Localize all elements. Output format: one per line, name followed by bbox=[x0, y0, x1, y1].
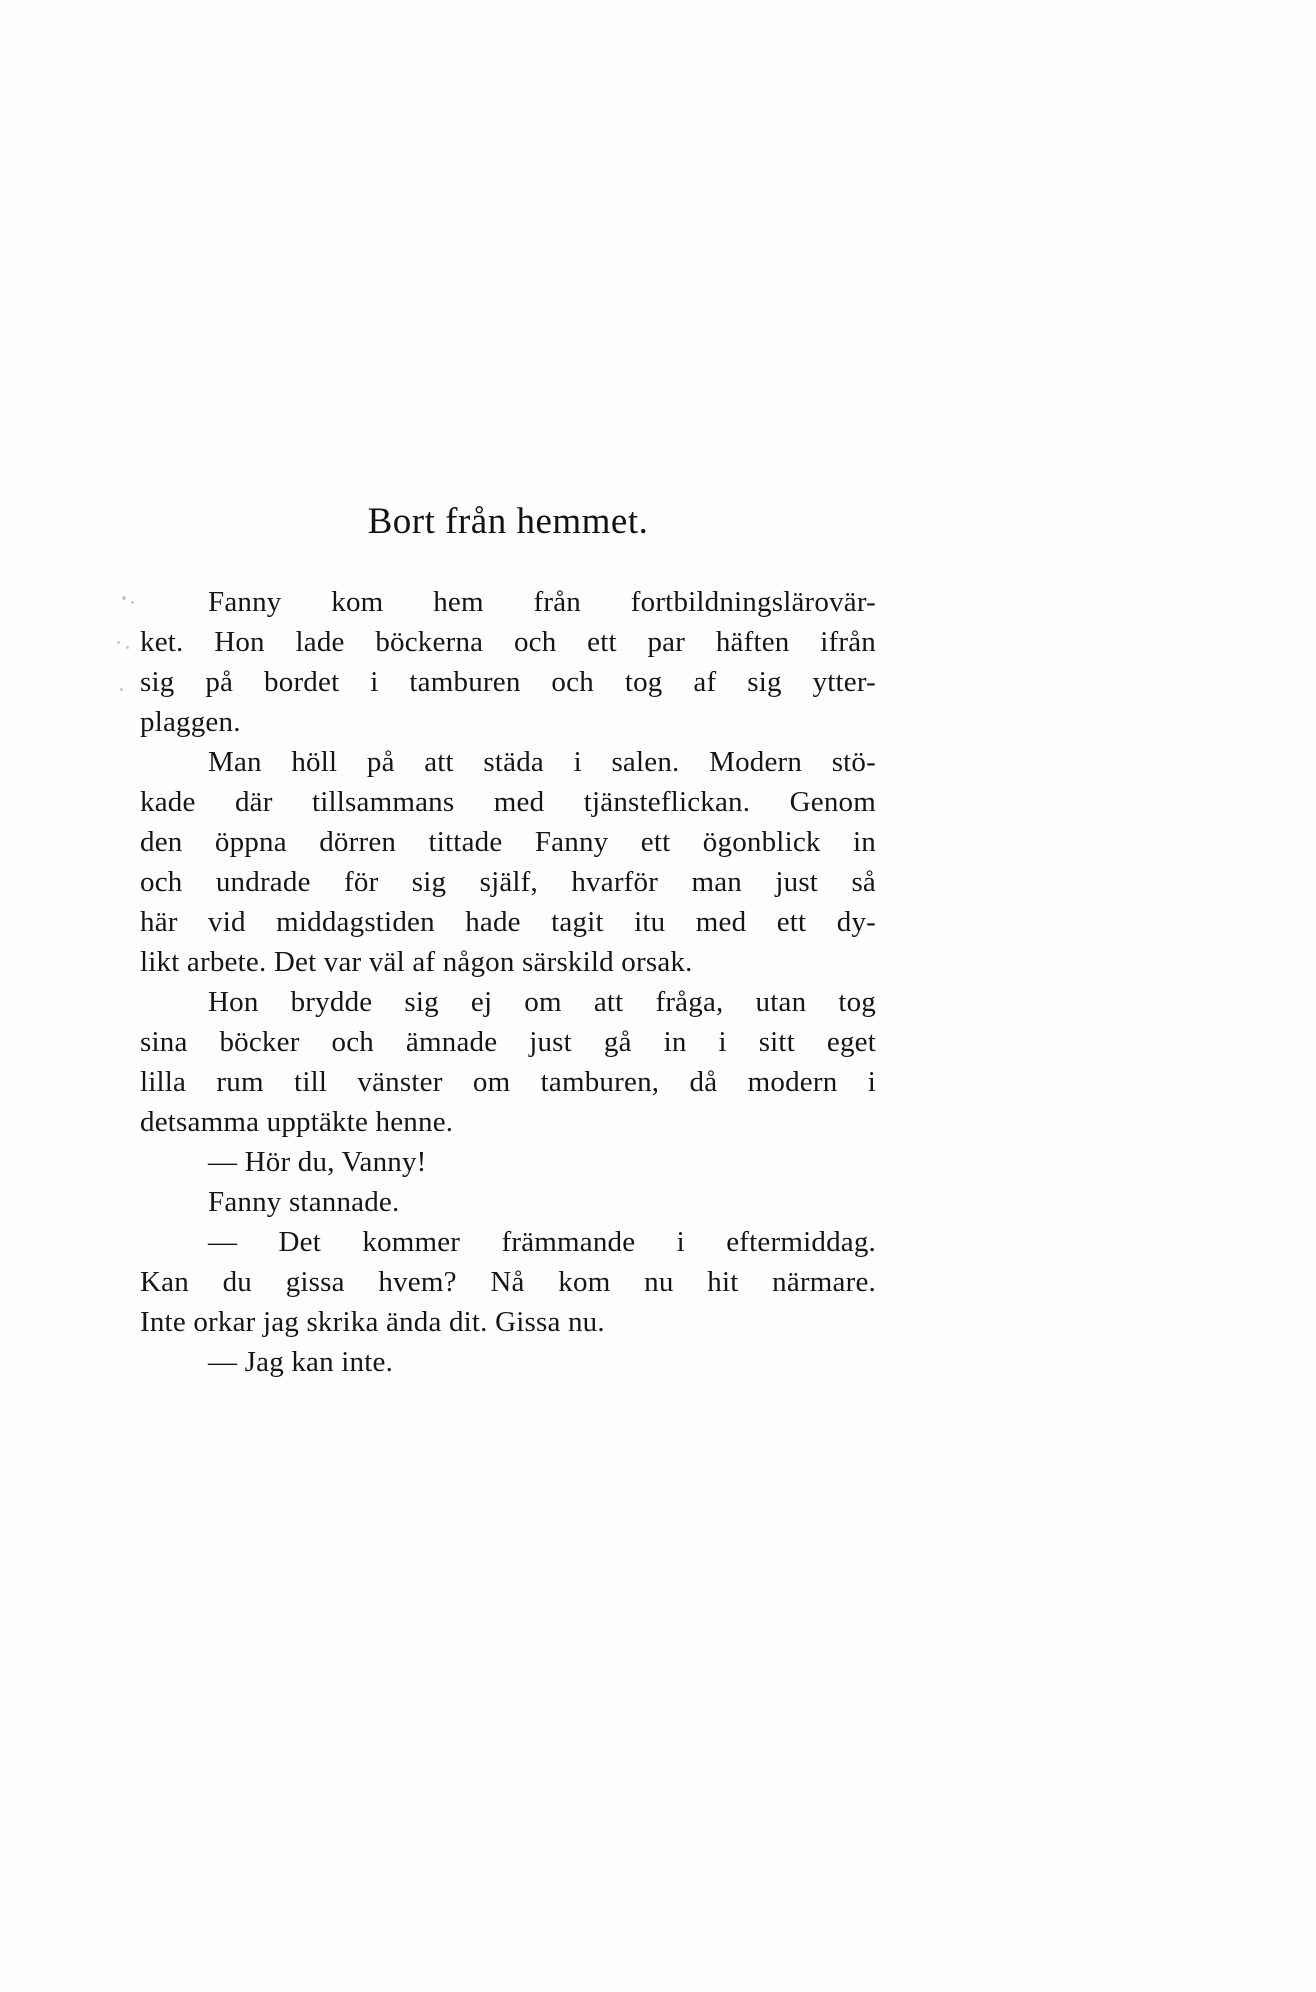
paragraph bbox=[140, 582, 876, 742]
text-line: — Det kommer främmande i eftermiddag. bbox=[208, 1226, 876, 1258]
text-line: — Jag kan inte. bbox=[208, 1346, 394, 1378]
text-line: Hon brydde sig ej om att fråga, utan tog bbox=[208, 986, 876, 1018]
scan-speck-icon bbox=[120, 688, 123, 691]
paragraphs-container bbox=[140, 582, 876, 1382]
paragraph bbox=[140, 1222, 876, 1342]
text-line: och undrade för sig själf, hvarför man just så bbox=[140, 866, 876, 898]
paragraph bbox=[140, 1142, 876, 1182]
text-line: Inte orkar jag skrika ända dit. Gissa nu. bbox=[140, 1306, 605, 1338]
paragraph bbox=[140, 982, 876, 1142]
scan-speck-icon bbox=[131, 601, 134, 604]
text-line: sig på bordet i tamburen och tog af sig ytter- bbox=[140, 666, 876, 698]
scan-speck-icon bbox=[122, 596, 126, 600]
text-line: här vid middagstiden hade tagit itu med ett dy- bbox=[140, 906, 876, 938]
text-line: — Hör du, Vanny! bbox=[208, 1146, 427, 1178]
paragraph bbox=[140, 1182, 876, 1222]
text-line: detsamma upptäkte henne. bbox=[140, 1106, 454, 1138]
scan-speck-icon bbox=[126, 646, 129, 649]
text-line: kade där tillsammans med tjänsteflickan. Genom bbox=[140, 786, 876, 818]
text-line: Man höll på att städa i salen. Modern stö- bbox=[208, 746, 876, 778]
scan-speck-icon bbox=[117, 641, 120, 644]
text-line: ket. Hon lade böckerna och ett par häften ifrån bbox=[140, 626, 876, 658]
text-line: den öppna dörren tittade Fanny ett ögonblick in bbox=[140, 826, 876, 858]
paragraph bbox=[140, 1342, 876, 1382]
text-line: likt arbete. Det var väl af någon särskild orsak. bbox=[140, 946, 693, 978]
text-line: sina böcker och ämnade just gå in i sitt eget bbox=[140, 1026, 876, 1058]
text-line: plaggen. bbox=[140, 706, 241, 738]
text-line: Kan du gissa hvem? Nå kom nu hit närmare. bbox=[140, 1266, 876, 1298]
text-block bbox=[140, 500, 876, 1382]
paragraph bbox=[140, 742, 876, 982]
text-line: Fanny kom hem från fortbildningslärovär- bbox=[208, 586, 876, 618]
page-title: Bort från hemmet. bbox=[367, 501, 649, 542]
text-line: lilla rum till vänster om tamburen, då modern i bbox=[140, 1066, 876, 1098]
text-line: Fanny stannade. bbox=[208, 1186, 400, 1218]
